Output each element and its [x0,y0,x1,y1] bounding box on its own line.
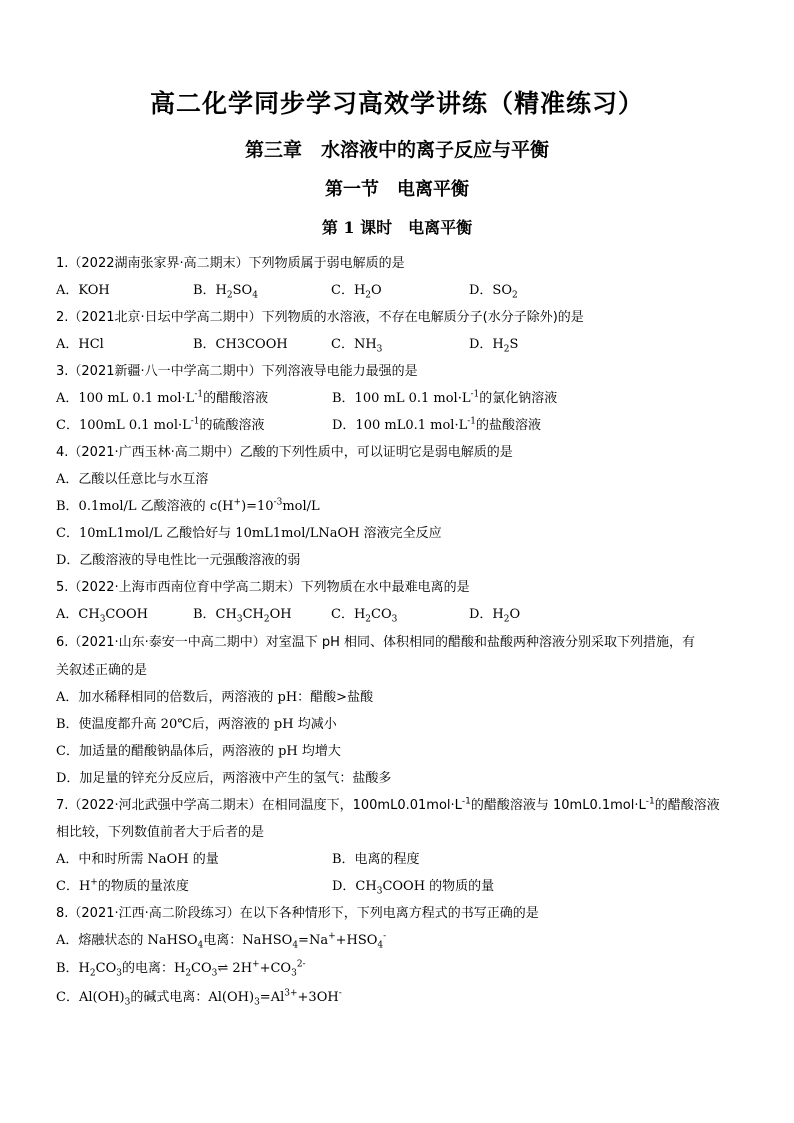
q8-option-a: A．熔融状态的 NaHSO$_4$电离：$NaHSO_4=Na^++HSO_4^-$ [56,931,387,951]
question-7-stem-line1: 7.（2022·河北武强中学高二期末）在相同温度下，$100mL0.01mol\cdot L^{-1}$的醋酸溶液与 $10mL0.1mol\cdot L^{-1}$的醋酸溶液 [56,796,720,813]
q5-option-b: B．$CH_3CH_2OH$ [193,607,292,625]
q7-option-d: D．$CH_3COOH$ 的物质的量 [332,879,495,897]
q6-option-a: A．加水稀释相同的倍数后，两溶液的 pH：醋酸>盐酸 [56,690,374,705]
document-title: 高二化学同步学习高效学讲练（精准练习） [149,89,644,118]
question-list [56,250,746,1012]
q7-option-b: B．电离的程度 [332,852,420,867]
q2-option-b: B．CH3COOH [193,337,288,352]
q5-option-a: A．$CH_3COOH$ [56,607,149,625]
question-7-options-row2 [56,873,746,900]
question-6-stem-line1: 6.（2021·山东·泰安一中高二期中）对室温下 pH 相同、体积相同的醋酸和盐酸两种溶液分别采取下列措施，有 [56,635,696,650]
section-heading: 第一节 电离平衡 [325,179,469,200]
q4-option-c: C．10mL1mol/L 乙酸恰好与 10mL1mol/LNaOH 溶液完全反应 [56,526,442,541]
q5-option-c: C．$H_2CO_3$ [331,607,398,625]
q6-option-d: D．加足量的锌充分反应后，两溶液中产生的氢气：盐酸多 [56,771,392,786]
lesson-heading: 第 1 课时 电离平衡 [321,218,473,237]
q3-option-c: C．100mL 0.1 $mol\cdot L^{-1}$的硫酸溶液 [56,416,265,433]
q8-option-c: C．$Al(OH)_3$的碱式电离：$Al(OH)_3=Al^{3+}+3OH^-$ [56,988,342,1008]
q4-option-d: D．乙酸溶液的导电性比一元强酸溶液的弱 [56,553,301,568]
q3-option-a: A．100 mL 0.1 $mol\cdot L^{-1}$的醋酸溶液 [56,389,269,406]
question-7-stem-line2: 相比较，下列数值前者大于后者的是 [56,825,265,840]
q8-option-b: B．$H_2CO_3$的电离：$H_2CO_3\rightleftharpoons$ $2H^++CO_3^{2-}$ [56,959,306,979]
question-6-stem-line2: 关叙述正确的是 [56,663,148,678]
q1-option-a: A．KOH [56,283,110,298]
q7-option-a: A．中和时所需 NaOH 的量 [56,852,219,867]
question-1-stem: 1.（2022湖南张家界·高二期末）下列物质属于弱电解质的是 [56,256,405,271]
q7-option-c: C．H+的物质的量浓度 [56,877,189,894]
q4-option-a: A．乙酸以任意比与水互溶 [56,472,209,487]
q2-option-d: D．$H_2S$ [469,337,519,355]
q1-option-b: B．$H_2SO_4$ [193,283,258,301]
q5-option-d: D．$H_2O$ [469,607,521,625]
question-3-stem: 3.（2021新疆·八一中学高二期中）下列溶液导电能力最强的是 [56,364,418,379]
question-4-stem: 4.（2021·广西玉林·高二期中）乙酸的下列性质中，可以证明它是弱电解质的是 [56,445,513,460]
question-3-options-row1 [56,385,746,412]
q1-option-c: C．$H_2O$ [331,283,382,301]
q2-option-c: C．$NH_3$ [331,337,383,355]
question-5-options [56,601,746,628]
q1-option-d: D．$SO_2$ [469,283,518,301]
question-5-stem: 5.（2022·上海市西南位育中学高二期末）下列物质在水中最难电离的是 [56,580,470,595]
question-7-options-row1 [56,846,746,873]
equilibrium-arrow-icon: ⇌ [217,961,229,976]
question-2-stem: 2.（2021北京·日坛中学高二期中）下列物质的水溶液，不存在电解质分子(水分子除外)的是 [56,310,584,325]
q4-option-b: B．0.1mol/L 乙酸溶液的 $c(H^+)=10^{-3}mol/L$ [56,497,320,514]
q3-option-b: B．100 mL 0.1 $mol\cdot L^{-1}$的氯化钠溶液 [332,389,558,406]
q3-option-d: D．100 mL0.1 $mol\cdot L^{-1}$的盐酸溶液 [332,416,542,433]
q6-option-b: B．使温度都升高 20℃后，两溶液的 pH 均减小 [56,717,337,732]
q6-option-c: C．加适量的醋酸钠晶体后，两溶液的 pH 均增大 [56,744,341,759]
question-3-options-row2 [56,412,746,439]
chapter-heading: 第三章 水溶液中的离子反应与平衡 [244,139,549,161]
question-8-stem: 8.（2021·江西·高二阶段练习）在以下各种情形下，下列电离方程式的书写正确的是 [56,906,539,921]
question-2-options [56,331,746,358]
q2-option-a: A．HCl [56,337,104,352]
question-1-options [56,277,746,304]
